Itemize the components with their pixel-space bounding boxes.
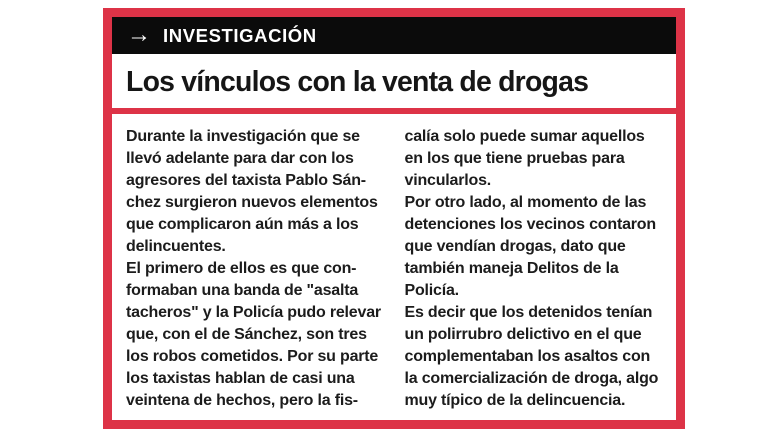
text-line: tacheros" y la Policía pudo relevar <box>126 304 381 321</box>
text-line: un polirrubro delictivo en el que <box>404 326 642 343</box>
arrow-right-icon: → <box>127 20 151 48</box>
text-line: también maneja Delitos de la <box>404 260 619 277</box>
text-line: complementaban los asaltos con <box>404 348 651 365</box>
text-line: veintena de hechos, pero la fis- <box>126 392 358 409</box>
headline-area <box>112 54 676 108</box>
text-line: formaban una banda de "asalta <box>126 282 359 299</box>
text-line: vincularlos. <box>404 172 492 189</box>
text-line: que vendían drogas, dato que <box>404 238 626 255</box>
text-line: chez surgieron nuevos elementos <box>126 194 378 211</box>
text-line: muy típico de la delincuencia. <box>404 392 626 409</box>
article-body <box>112 114 676 422</box>
text-line: calía solo puede sumar aquellos <box>404 128 645 145</box>
headline: Los vínculos con la venta de drogas <box>126 65 589 98</box>
text-line: que, con el de Sánchez, son tres <box>126 326 367 343</box>
text-line: los robos cometidos. Por su parte <box>126 348 379 365</box>
text-line: que complicaron aún más a los <box>126 216 359 233</box>
text-line: llevó adelante para dar con los <box>126 150 354 167</box>
investigation-info-box <box>103 8 685 429</box>
text-line: delincuentes. <box>126 238 226 255</box>
text-line: Durante la investigación que se <box>126 128 360 145</box>
text-line: los taxistas hablan de casi una <box>126 370 355 387</box>
text-line: Es decir que los detenidos tenían <box>404 304 653 321</box>
text-line: El primero de ellos es que con- <box>126 260 357 277</box>
text-line: Por otro lado, al momento de las <box>404 194 647 211</box>
text-line: detenciones los vecinos contaron <box>404 216 656 233</box>
kicker-bar <box>112 17 676 54</box>
text-line: Policía. <box>404 282 459 299</box>
text-line: en los que tiene pruebas para <box>404 150 625 167</box>
text-line: la comercialización de droga, algo <box>404 370 659 387</box>
body-column-left <box>126 126 384 412</box>
kicker-label: INVESTIGACIÓN <box>163 24 317 46</box>
body-column-right <box>405 126 663 412</box>
text-line: agresores del taxista Pablo Sán- <box>126 172 366 189</box>
